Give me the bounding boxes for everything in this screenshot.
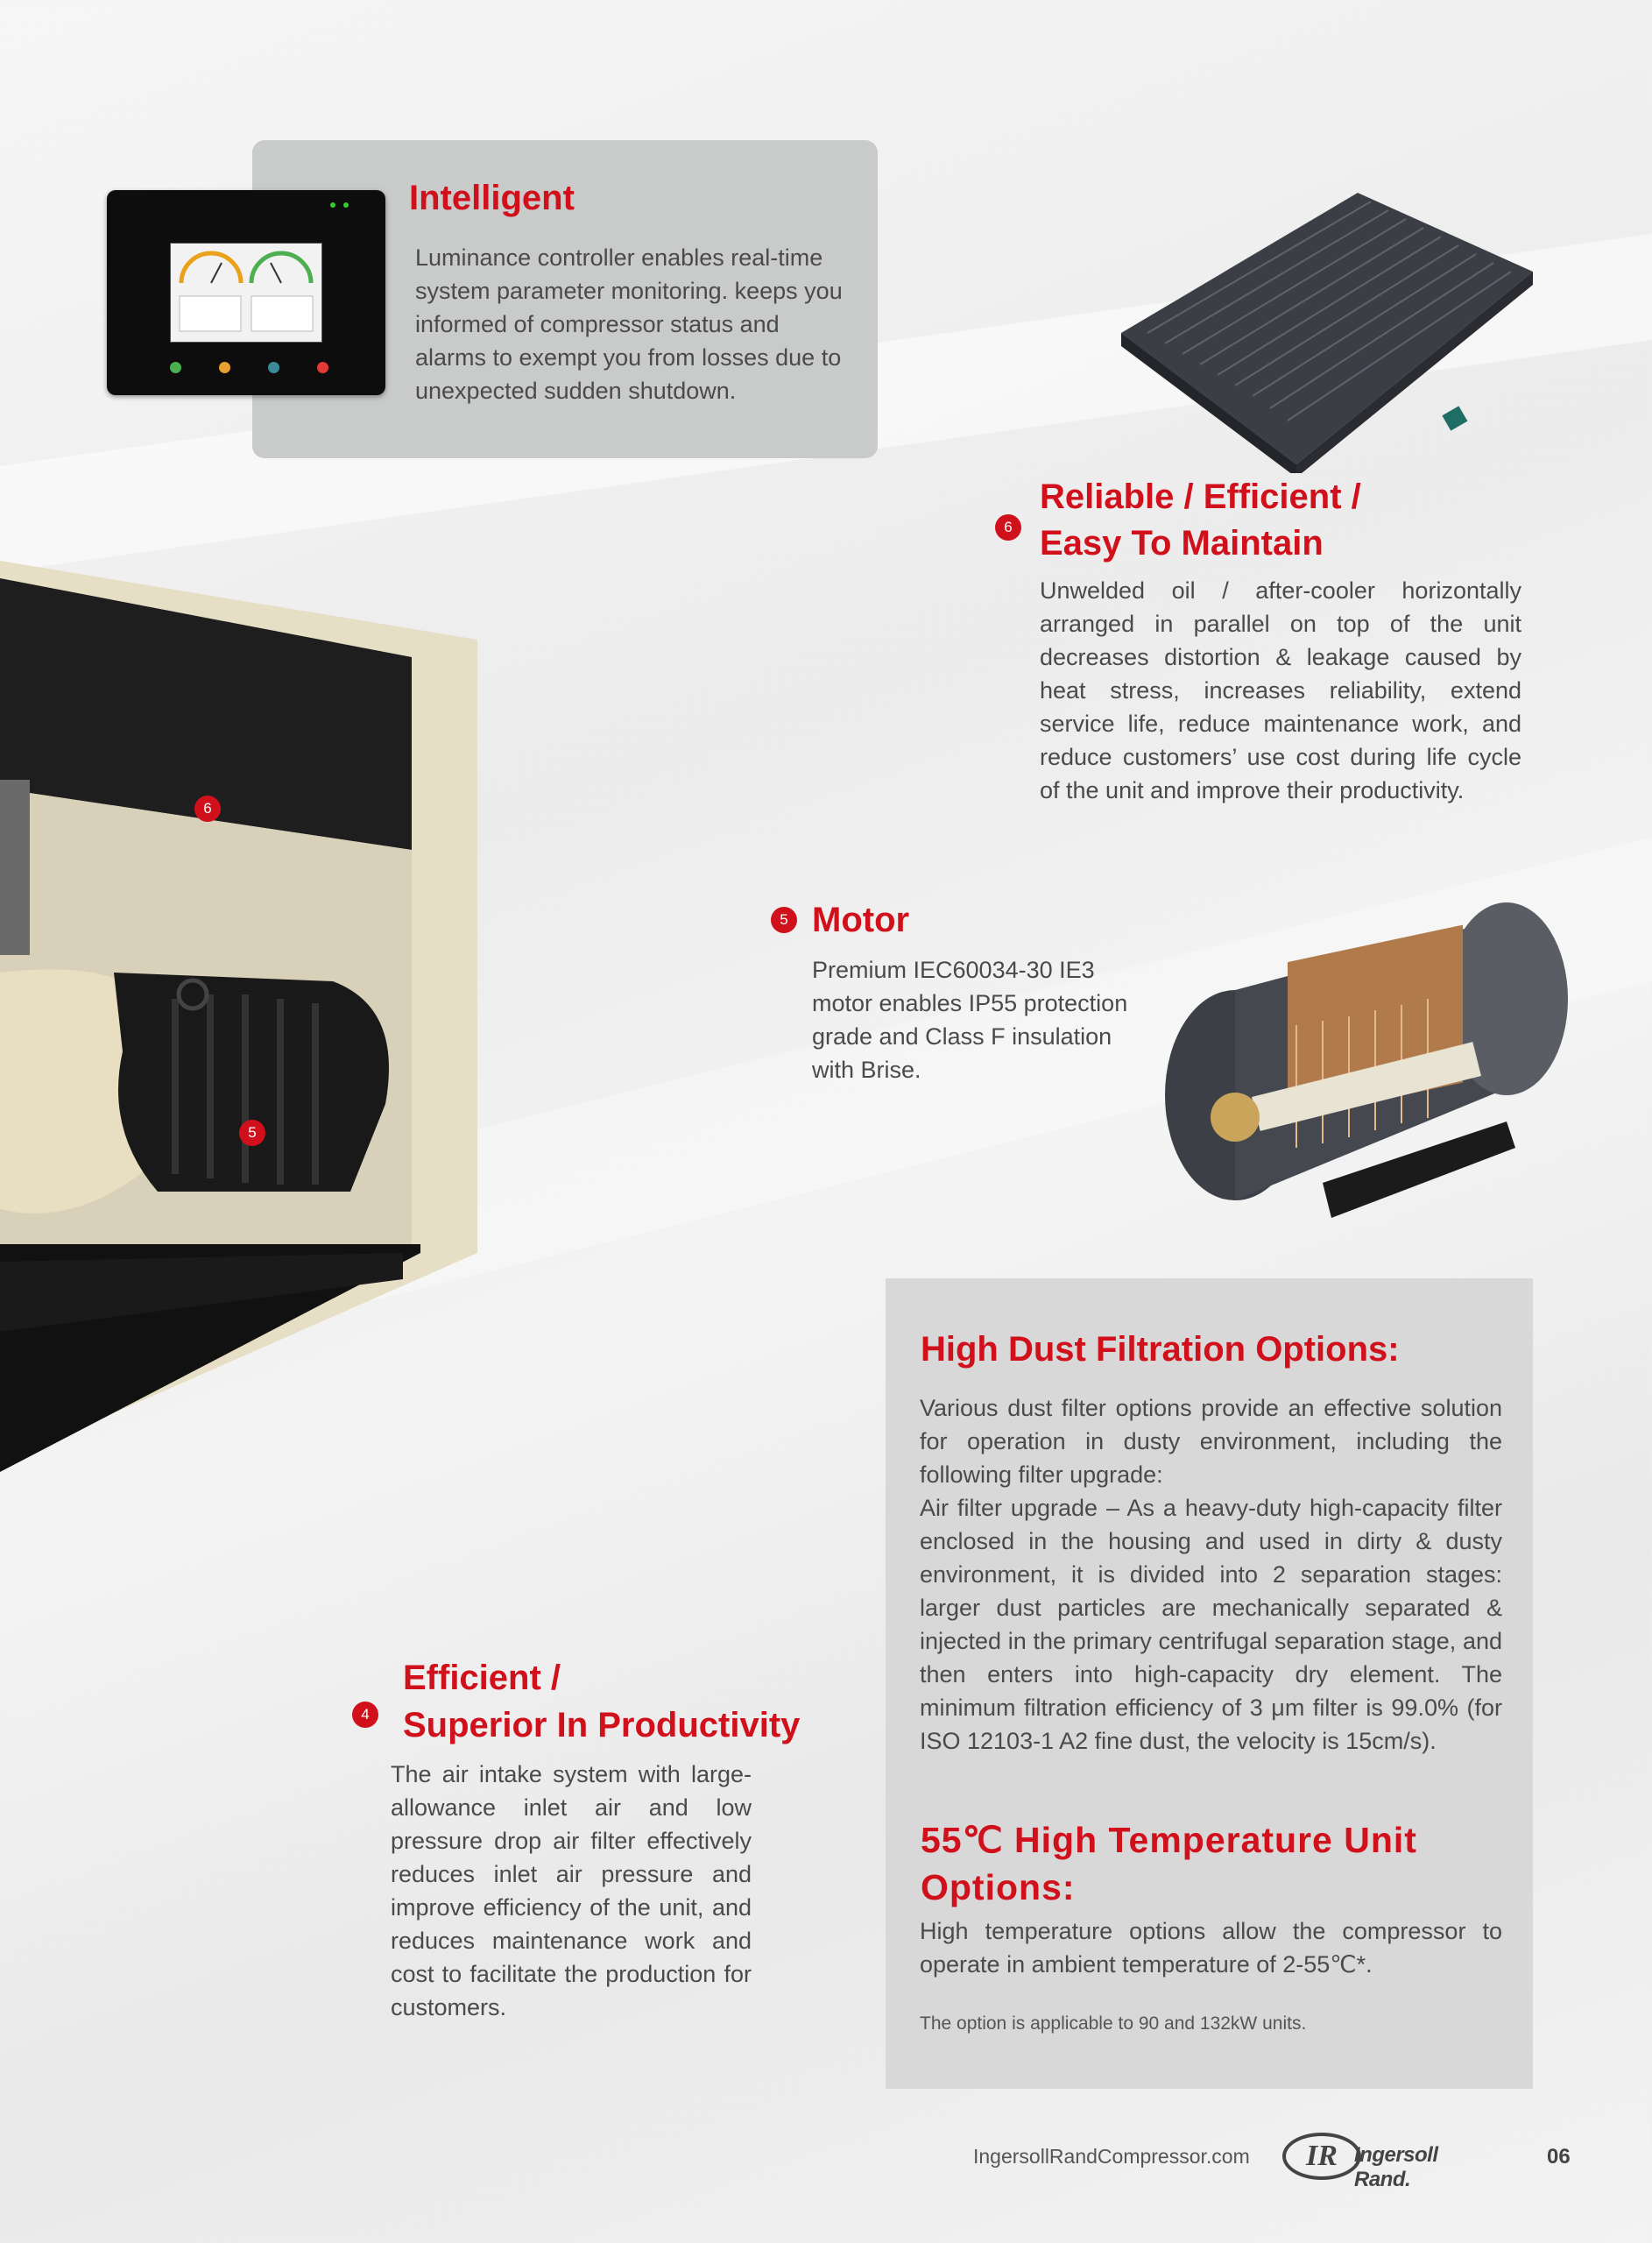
intelligent-description: Luminance controller enables real-time system parameter monitoring. keeps you informed of compressor status and alarms to exempt you from losses due to unexpected sudden shutdown. [415,244,843,404]
efficient-title-line1: Efficient / [403,1659,561,1697]
reliable-description: Unwelded oil / after-cooler horizontally arranged in parallel on top of the unit decreases distortion & leakage caused by heat stress, increases reliability, extend service life, reduce maintenance work, and reduce customers’ use cost during life cycle of the unit and improve their productivity. [1040,577,1521,803]
efficient-description: The air intake system with large-allowance inlet air and low pressure drop air filter effectively reduces inlet air pressure and improve efficiency of the unit, and reduces maintenance work and cost to facilitate the production for customers. [391,1761,752,2020]
motor-description: Premium IEC60034-30 IE3 motor enables IP55 protection grade and Class F insulation with Brise. [812,957,1128,1083]
reliable-badge: 6 [995,514,1021,541]
dust-title: High Dust Filtration Options: [921,1330,1400,1369]
controller-device-image [107,190,385,395]
compressor-machine-image [0,561,491,1472]
footer-website-link[interactable]: IngersollRandCompressor.com [973,2145,1250,2168]
machine-badge-5: 5 [239,1120,265,1146]
motor-cutaway-image [1156,894,1568,1235]
intelligent-title: Intelligent [409,179,575,217]
motor-title: Motor [812,901,910,939]
motor-badge: 5 [771,907,797,933]
page-number: 06 [1547,2145,1571,2169]
brand-name: Ingersoll Rand. [1354,2143,1438,2191]
efficient-badge: 4 [352,1702,378,1728]
ingersoll-rand-logo [1279,2129,1498,2191]
temp-note: The option is applicable to 90 and 132kW units. [920,2013,1307,2034]
gauge-display-icon [171,244,321,342]
reliable-title-line1: Reliable / Efficient / [1040,478,1361,516]
dust-description-intro: Various dust filter options provide an effective solution for operation in dusty environment, including the following filter upgrade: [920,1395,1502,1488]
reliable-title-line2: Easy To Maintain [1040,524,1324,563]
dust-description-detail: Air filter upgrade – As a heavy-duty high-capacity filter enclosed in the housing and used in dirty & dusty environment, it is divided into 2 separation stages: larger dust particles are mechanically separated & injected in the primary centrifugal separation stage, and then enters into high-capacity dry element. The minimum filtration efficiency of 3 μm filter is 99.0% (for ISO 12103-1 A2 fine dust, the velocity is 15cm/s). [920,1495,1502,1754]
machine-badge-6: 6 [194,796,221,822]
temp-description: High temperature options allow the compressor to operate in ambient temperature of 2-55℃*. [920,1918,1502,1978]
efficient-title-line2: Superior In Productivity [403,1706,801,1744]
temp-title: 55℃ High Temperature Unit Options: [921,1820,1417,1907]
ir-logo-mark: IR [1282,2133,1361,2180]
cooler-image [1112,175,1550,473]
